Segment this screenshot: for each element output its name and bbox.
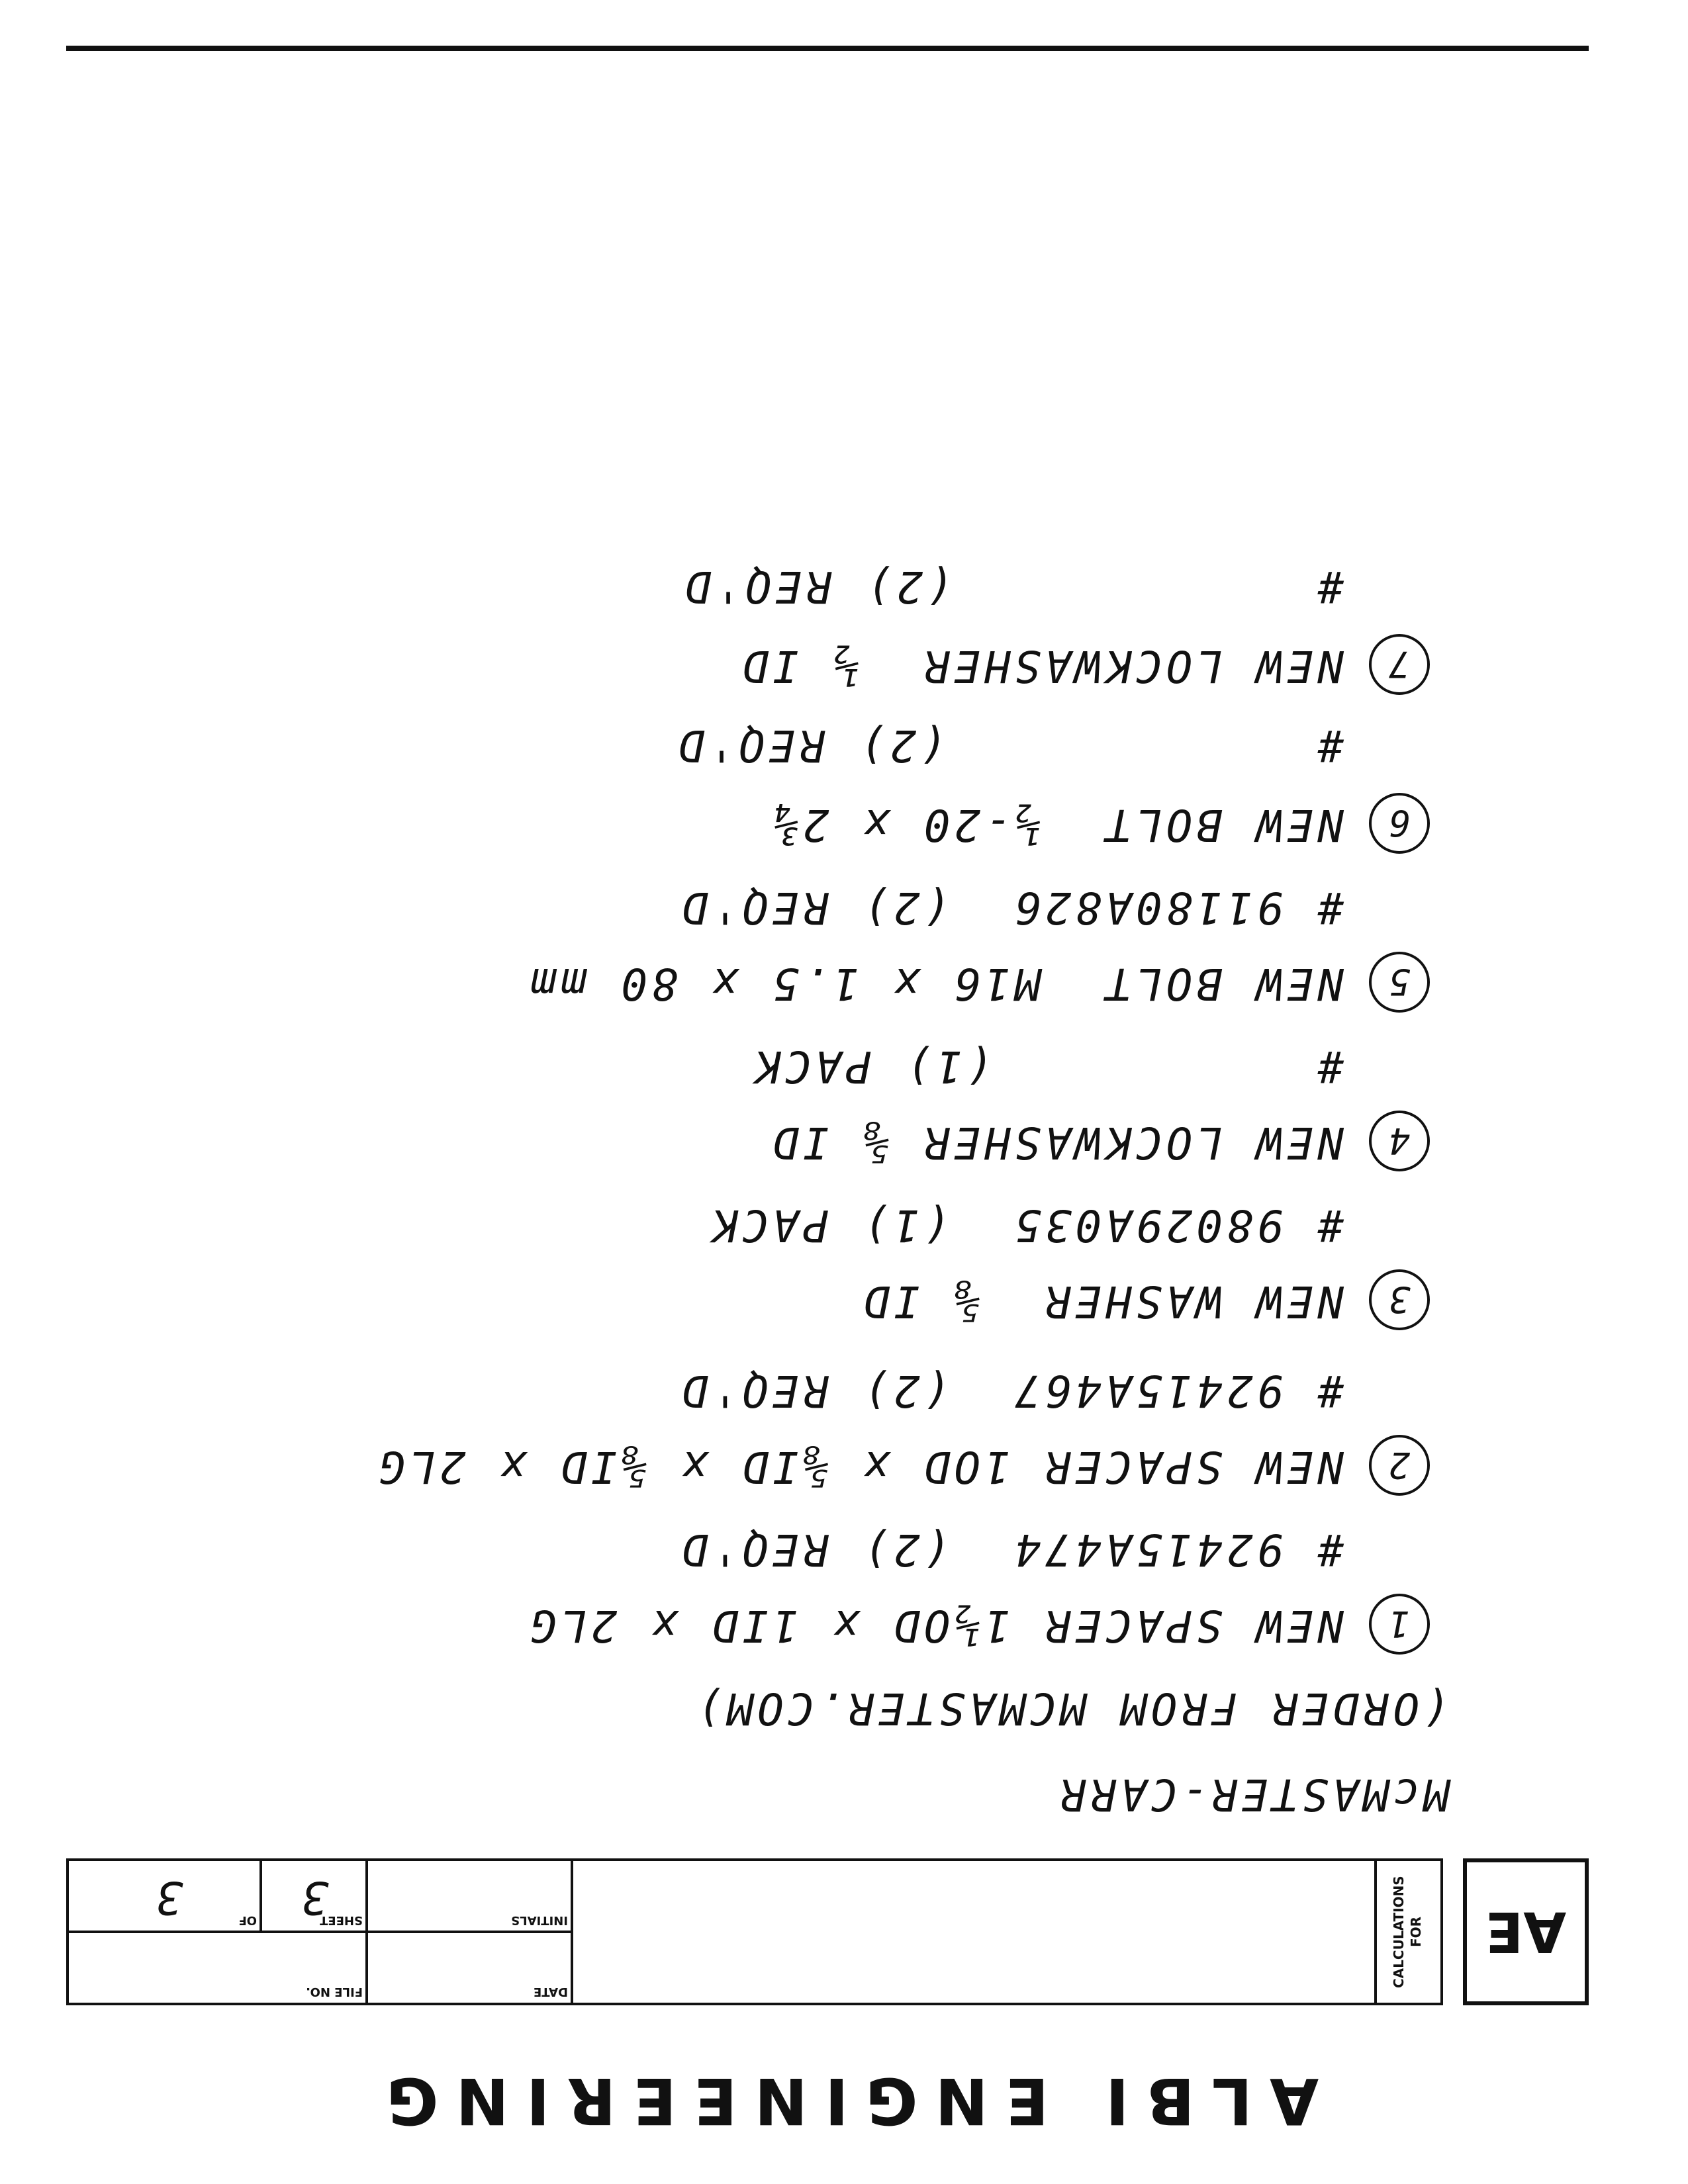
item-number: 4 xyxy=(1369,1111,1430,1171)
item-description: NEW WASHER ⅝ ID xyxy=(859,1276,1344,1327)
item-description: NEW LOCKWASHER ½ ID xyxy=(738,641,1344,692)
item-description: NEW LOCKWASHER ⅝ ID xyxy=(769,1117,1344,1168)
sheet-number: 3 xyxy=(301,1871,328,1923)
item-part-number: # 92415A474 (2) REQ'D xyxy=(677,1524,1344,1575)
item-quantity: (2) REQ'D xyxy=(674,720,947,771)
item-part-number: # xyxy=(1313,1041,1344,1092)
logo-text: AE xyxy=(1485,1899,1567,1964)
item-number: 1 xyxy=(1369,1594,1430,1655)
item-number: 3 xyxy=(1369,1269,1430,1330)
company-name: ALBI ENGINEERING xyxy=(369,2064,1319,2138)
item-number: 7 xyxy=(1369,634,1430,695)
of-label: OF xyxy=(238,1913,257,1927)
item-number: 2 xyxy=(1369,1435,1430,1496)
item-description: NEW SPACER 1½OD x 1ID x 2LG xyxy=(526,1600,1344,1651)
initials-label: INITIALS xyxy=(511,1913,568,1927)
sheet-label: SHEET xyxy=(320,1913,363,1927)
item-part-number: # 98029A035 (1) PACK xyxy=(708,1200,1344,1251)
item-description: NEW BOLT ½-20 x 2¾ xyxy=(769,799,1344,850)
item-part-number: # 92415A467 (2) REQ'D xyxy=(677,1365,1344,1416)
item-description: NEW BOLT M16 x 1.5 x 80 mm xyxy=(526,958,1344,1009)
item-number: 5 xyxy=(1369,952,1430,1013)
item-description: NEW SPACER 1OD x ⅝ID x ⅝ID x 2LG xyxy=(375,1441,1344,1492)
file-no-label: FILE NO. xyxy=(306,1985,363,1999)
date-label: DATE xyxy=(533,1985,568,1999)
item-quantity: (1) PACK xyxy=(751,1041,993,1092)
item-part-number: # xyxy=(1313,561,1344,612)
item-part-number: # 91180A826 (2) REQ'D xyxy=(677,882,1344,933)
item-number: 6 xyxy=(1369,793,1430,854)
calculations-for-label: CALCULATIONS FOR xyxy=(1391,1876,1424,1988)
vendor-heading: McMASTER-CARR xyxy=(1056,1769,1450,1820)
item-quantity: (2) REQ'D xyxy=(680,561,953,612)
item-part-number: # xyxy=(1313,720,1344,771)
total-sheets: 3 xyxy=(156,1871,183,1923)
order-instructions: (ORDER FROM MCMASTER.COM) xyxy=(692,1683,1450,1734)
